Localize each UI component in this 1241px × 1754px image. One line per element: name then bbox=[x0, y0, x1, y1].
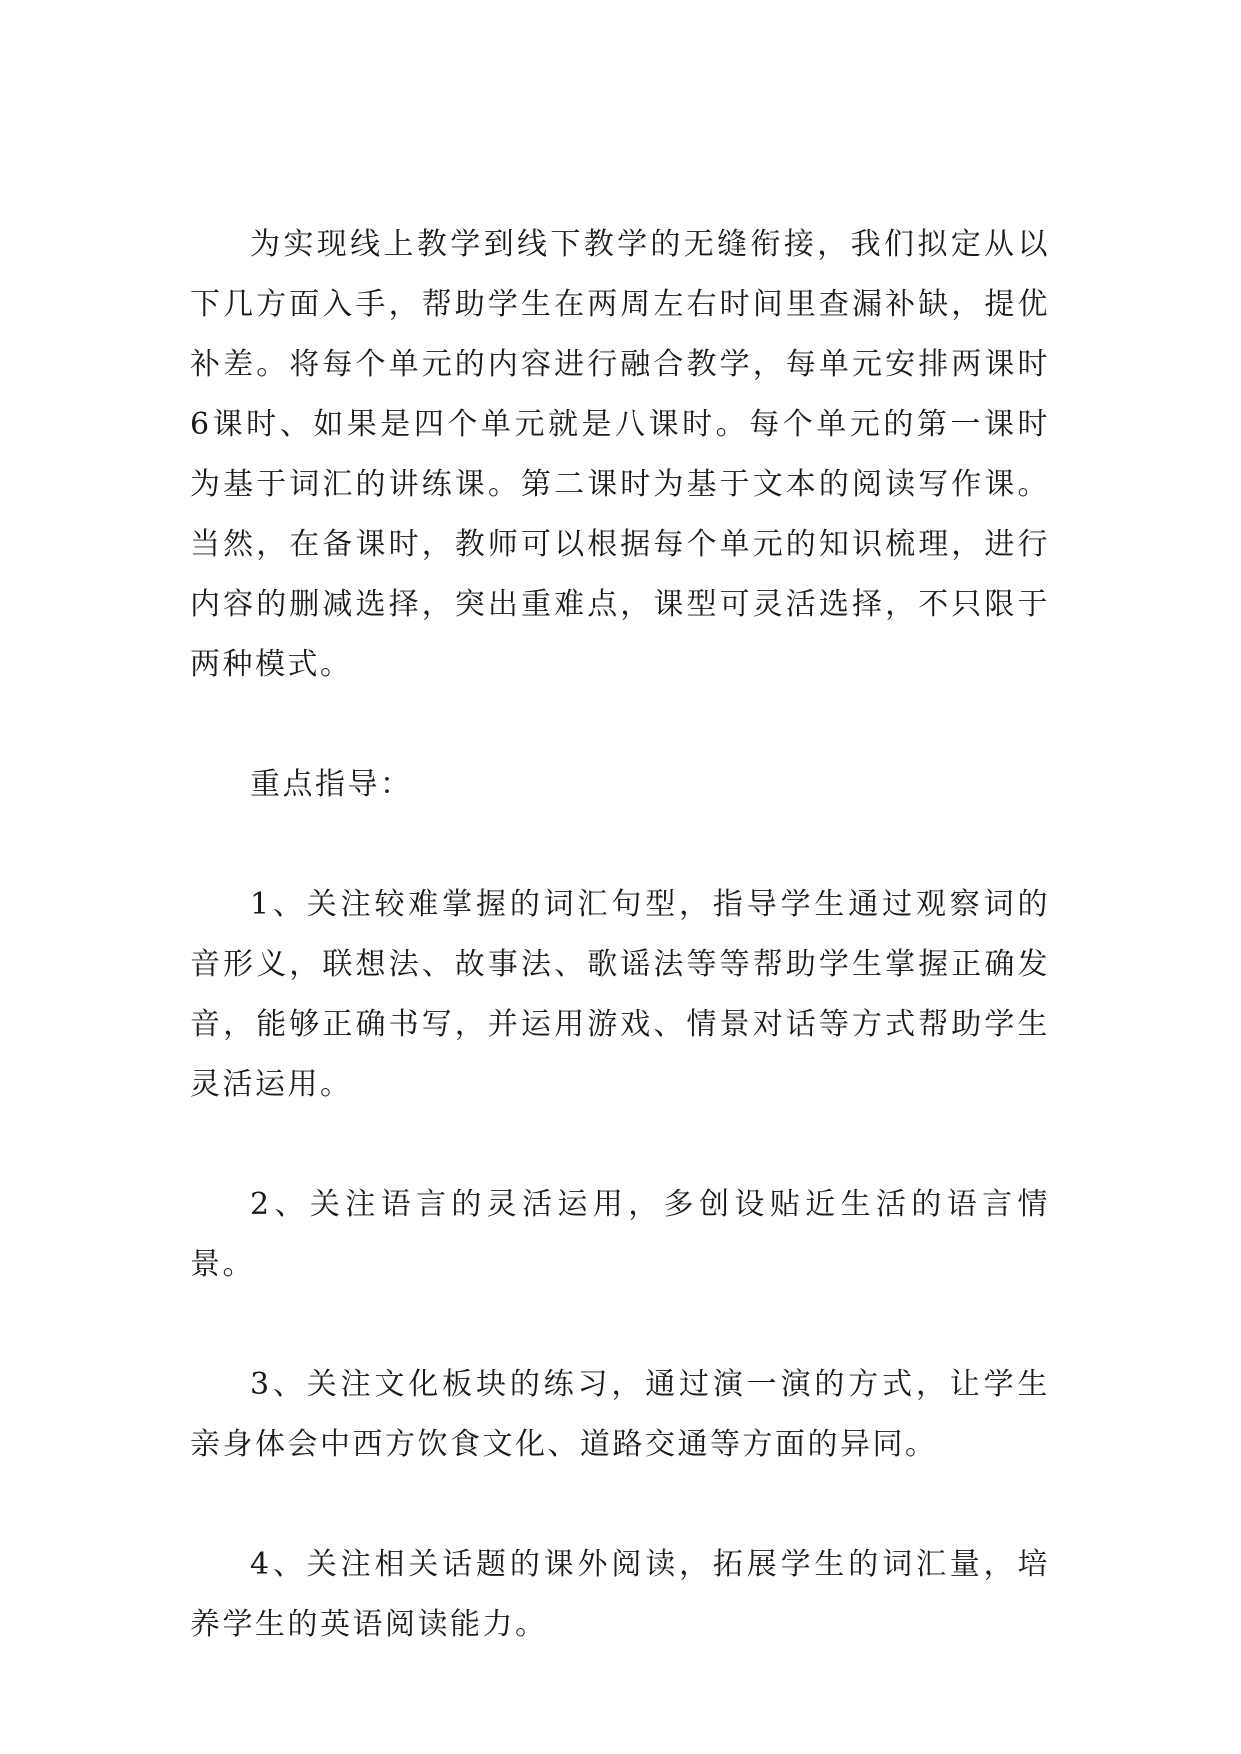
paragraph-point-2: 2、关注语言的灵活运用，多创设贴近生活的语言情景。 bbox=[190, 1187, 1050, 1282]
paragraph-spacer bbox=[190, 695, 1050, 755]
paragraph-spacer bbox=[190, 815, 1050, 875]
paragraph-spacer bbox=[190, 1115, 1050, 1175]
paragraph-spacer bbox=[190, 1295, 1050, 1355]
paragraph-intro: 为实现线上教学到线下教学的无缝衔接，我们拟定从以下几方面入手，帮助学生在两周左右时间里查漏补缺，提优补差。将每个单元的内容进行融合教学，每单元安排两课时6课时、如果是四个单元就是八课时。每个单元的第一课时为基于词汇的讲练课。第二课时为基于文本的阅读写作课。当然，在备课时，教师可以根据每个单元的知识梳理，进行内容的删减选择，突出重难点，课型可灵活选择，不只限于两种模式。 bbox=[190, 227, 1050, 682]
paragraph-point-1: 1、关注较难掌握的词汇句型，指导学生通过观察词的音形义，联想法、故事法、歌谣法等等帮助学生掌握正确发音，能够正确书写，并运用游戏、情景对话等方式帮助学生灵活运用。 bbox=[190, 887, 1050, 1102]
document-body bbox=[190, 215, 1050, 1655]
paragraph-heading-key-guidance: 重点指导： bbox=[250, 767, 413, 802]
paragraph-point-4: 4、关注相关话题的课外阅读，拓展学生的词汇量，培养学生的英语阅读能力。 bbox=[190, 1547, 1050, 1642]
paragraph-point-3: 3、关注文化板块的练习，通过演一演的方式，让学生亲身体会中西方饮食文化、道路交通等方面的异同。 bbox=[190, 1367, 1050, 1462]
paragraph-spacer bbox=[190, 1475, 1050, 1535]
